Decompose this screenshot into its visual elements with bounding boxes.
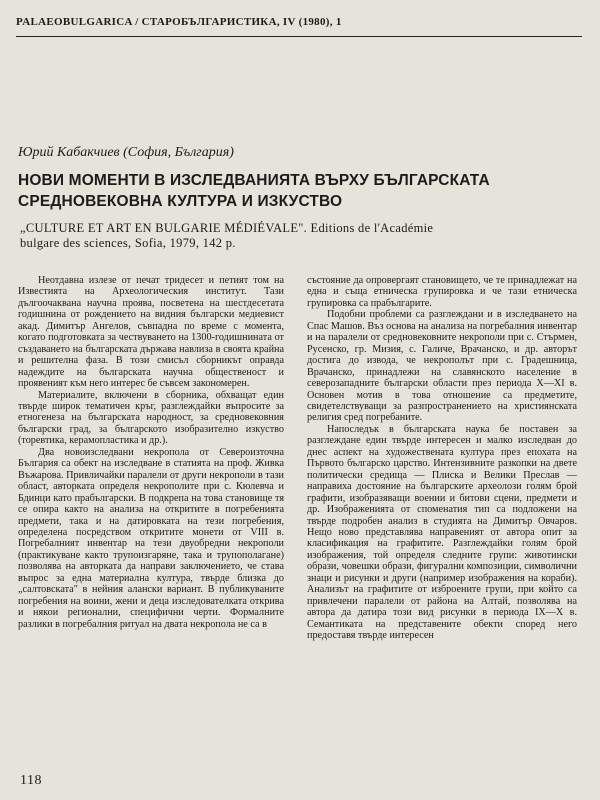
paragraph: Два новоизследвани некропола от Североизточна България са обект на изследване в статията на проф. Живка Въжарова. Привличайки паралели от други некрополи в тази област, авторката определя некрополите при с. Кюлевча и Бдинци като прабългарски. В подкрепа на това становище тя се опира както на анализа на откритите в погребенията предмети, така и на датировката на тези погребения, определена посредством откритите монети от VIII в. Погребалният инвентар на тези двуобредни некрополи (практикуване както трупоизгаряне, така и трупополагане) позволява на авторката да направи заключението, че става въпрос за една материална култура, твърде близка до „салтовската" в нейния алански вариант. В публикуваните погребения на воини, жени и деца изследователката открива и някои регионални, специфични черти. Формалните разлики в погребалния ритуал на двата некропола не са в bbox=[18, 446, 284, 630]
paragraph: Материалите, включени в сборника, обхващат един твърде широк тематичен кръг, разглеждайки въпросите за етногенеза на българската народност, за средновековния български град, за българското изобразително изкуство (торевтика, керамопластика и др.). bbox=[18, 389, 284, 447]
article-title bbox=[18, 170, 584, 212]
reviewed-book-reference bbox=[20, 221, 586, 251]
running-head: PALAEOBULGARICA / СТАРОБЪЛГАРИСТИКА, IV (1980), 1 bbox=[16, 16, 342, 28]
header-divider bbox=[16, 36, 582, 37]
paragraph: Напоследък в българската наука бе поставен за разглеждане един твърде интересен и малко изследван до днес аспект на художествената култура през епохата на Първото българско царство. Интензивните разкопки на двете политически средища — Плиска и Велики Преслав — направиха достояние на българските археолози голям брой графити, изобразяващи воении и битови сцени, предмети и др. Изображенията от споменатия тип са подложени на твърде подробен анализ в студията на Димитър Овчаров. Нещо ново представлява направеният от автора опит за класификация на графитите. Разглеждайки голям брой изображения, той определя следните групи: животински образи, човешки образи, фигурални композиции, символични знаци и рисунки и други (например изображения на кораби). Анализът на графитите от изброените групи, при който са привлечени паралели от района на Алтай, позволява на автора да датира този вид рисунки в периода IX—X в. Семантиката на представените обекти според него предоставя твърде интересен bbox=[307, 423, 577, 642]
body-column-right bbox=[307, 275, 577, 767]
paragraph: Подобни проблеми са разглеждани и в изследването на Спас Машов. Въз основа на анализа на погребалния инвентар и на паралели от средновековните некрополи при с. Стърмен, Русенско, гр. Мизия, с. Галиче, Врачанско, и др. авторът достига до извода, че некрополът при с. Градешница, Врачанско, принадлежи на славянското население в северозападните български области през периода X—XI в. Основен мотив в това отношение са предметите, свидетелствуващи за разпространението на християнската религия сред погребаните. bbox=[307, 309, 577, 424]
page-number: 118 bbox=[20, 773, 42, 788]
article-title-line: НОВИ МОМЕНТИ В ИЗСЛЕДВАНИЯТА ВЪРХУ БЪЛГАРСКАТА bbox=[18, 172, 490, 189]
article-title-line: СРЕДНОВЕКОВНА КУЛТУРА И ИЗКУСТВО bbox=[18, 193, 343, 210]
paragraph: Неотдавна излезе от печат тридесет и петият том на Известията на Археологическия институт. Тази дългоочаквана научна проява, посветена на шестдесетата годишнина от рождението на видния български медиевист акад. Димитър Ангелов, съвпадна по време с момента, когато подготовката за чествуването на 1300-годишнината от създаването на българската държава навлиза в своята крайна и решителна фаза. В този смисъл сборникът оправда надеждите на българската научна общественост и проявеният към него интерес бе съвсем закономерен. bbox=[18, 275, 284, 390]
body-column-left bbox=[18, 275, 284, 767]
paragraph: състояние да опровергаят становището, че те принадлежат на една и съща етническа групировка и че тази етническа групировка са прабългарите. bbox=[307, 275, 577, 309]
book-ref-line: „CULTURE ET ART EN BULGARIE MÉDIÉVALE". Editions de l'Académie bbox=[20, 221, 434, 235]
author-line: Юрий Кабакчиев (София, България) bbox=[18, 145, 234, 160]
book-ref-line: bulgare des sciences, Sofia, 1979, 142 p. bbox=[20, 236, 236, 250]
